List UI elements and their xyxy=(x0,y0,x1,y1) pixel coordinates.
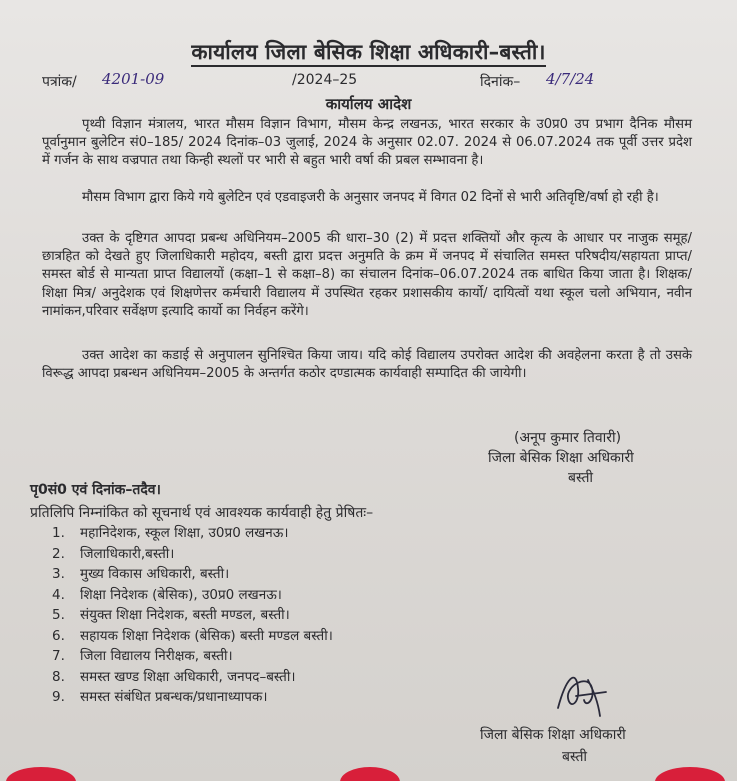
memo-reference: पृ0सं0 एवं दिनांक–तदैव। xyxy=(30,482,161,498)
copy-intro: प्रतिलिपि निम्नांकित को सूचनार्थ एवं आवश्यक कार्यवाही हेतु प्रेषितः– xyxy=(30,505,374,521)
ref-label: पत्रांक/ xyxy=(42,74,77,90)
paragraph-4: उक्त आदेश का कडाई से अनुपालन सुनिश्चित किया जाय। यदि कोई विद्यालय उपरोक्त आदेश की अवहेलना करता है तो उसके विरूद्ध आपदा प्रबन्धन अधिनियम–2005 के अन्तर्गत कठोर दण्डात्मक कार्यवाही सम्पादित की जायेगी। xyxy=(42,348,692,382)
paragraph-3: उक्त के दृष्टिगत आपदा प्रबन्ध अधिनियम–2005 की धारा–30 (2) में प्रदत्त शक्तियों और कृत्य के आधार पर नाजुक समूह/ छात्रहित को देखते हुए जिलाधिकारी महोदय, बस्ती द्वारा प्रदत्त अनुमति के क्रम में जनपद में संचालित समस्त परिषदीय/सहायता प्राप्त/समस्त बोर्ड से मान्यता प्राप्त विद्यालयों (कक्षा–1 से कक्षा–8) का संचालन दिनांक–06.07.2024 तक बाधित किया जाता है। शिक्षक/शिक्षा मित्र/ अनुदेशक एवं शिक्षणेत्तर कर्मचारी विद्यालय में उपस्थित रहकर प्रशासकीय कार्यो/ दायित्वों यथा स्कूल चलो अभियान, नवीन नामांकन,परिवार सर्वेक्षण इत्यादि कार्यो का निर्वहन करेंगे। xyxy=(42,231,692,319)
list-item: 1. महानिदेशक, स्कूल शिक्षा, उ0प्र0 लखनऊ। xyxy=(52,525,289,541)
bottom-signature-block xyxy=(480,724,626,768)
date-label: दिनांक– xyxy=(480,74,521,90)
list-item: 9. समस्त संबंधित प्रबन्धक/प्रधानाध्यापक। xyxy=(52,689,268,705)
list-item: 3. मुख्य विकास अधिकारी, बस्ती। xyxy=(52,566,230,582)
bottom-designation: जिला बेसिक शिक्षा अधिकारी xyxy=(480,727,626,743)
signature-block xyxy=(488,428,634,488)
signatory-name: (अनूप कुमार तिवारी) xyxy=(514,430,622,446)
paragraph-2: मौसम विभाग द्वारा किये गये बुलेटिन एवं एडवाइजरी के अनुसार जनपद में विगत 02 दिनों से भारी अतिवृष्टि/वर्षा हो रही है। xyxy=(82,190,659,205)
list-item: 8. समस्त खण्ड शिक्षा अधिकारी, जनपद–बस्ती। xyxy=(52,668,296,685)
list-item: 6. सहायक शिक्षा निदेशक (बेसिक) बस्ती मण्डल बस्ती। xyxy=(52,627,333,644)
bottom-place: बस्ती xyxy=(562,749,588,765)
signatory-designation: जिला बेसिक शिक्षा अधिकारी xyxy=(488,450,634,466)
red-mark xyxy=(655,767,725,781)
order-heading: कार्यालय आदेश xyxy=(325,95,412,113)
list-item: 4. शिक्षा निदेशक (बेसिक), उ0प्र0 लखनऊ। xyxy=(52,586,282,603)
paragraph-1: पृथ्वी विज्ञान मंत्रालय, भारत मौसम विज्ञान विभाग, मौसम केन्द्र लखनऊ, भारत सरकार के उ0प्र0 उप प्रभाग दैनिक मौसम पूर्वानुमान बुलेटिन सं0–185/ 2024 दिनांक–03 जुलाई, 2024 के अनुसार 02.07. 2024 से 06.07.2024 तक पूर्वी उत्तर प्रदेश में गर्जन के साथ वज्रपात तथा किन्ही स्थलों पर भारी से बहुत भारी वर्षा की प्रबल सम्भावना है। xyxy=(42,117,692,169)
ref-number-handwritten: 4201-09 xyxy=(102,70,165,88)
handwritten-signature xyxy=(548,658,618,728)
red-mark xyxy=(340,767,400,781)
office-title xyxy=(0,38,737,66)
date-handwritten: 4/7/24 xyxy=(546,70,595,88)
copy-recipient-list xyxy=(52,523,333,708)
list-item: 5. संयुक्त शिक्षा निदेशक, बस्ती मण्डल, बस्ती। xyxy=(52,607,290,623)
red-mark xyxy=(6,767,76,781)
signatory-place: बस्ती xyxy=(568,470,594,486)
ref-year: /2024–25 xyxy=(292,72,358,88)
list-item: 2. जिलाधिकारी,बस्ती। xyxy=(52,545,175,562)
reference-line xyxy=(42,72,717,94)
list-item: 7. जिला विद्यालय निरीक्षक, बस्ती। xyxy=(52,648,233,664)
office-title-text: कार्यालय जिला बेसिक शिक्षा अधिकारी–बस्ती। xyxy=(191,40,545,67)
